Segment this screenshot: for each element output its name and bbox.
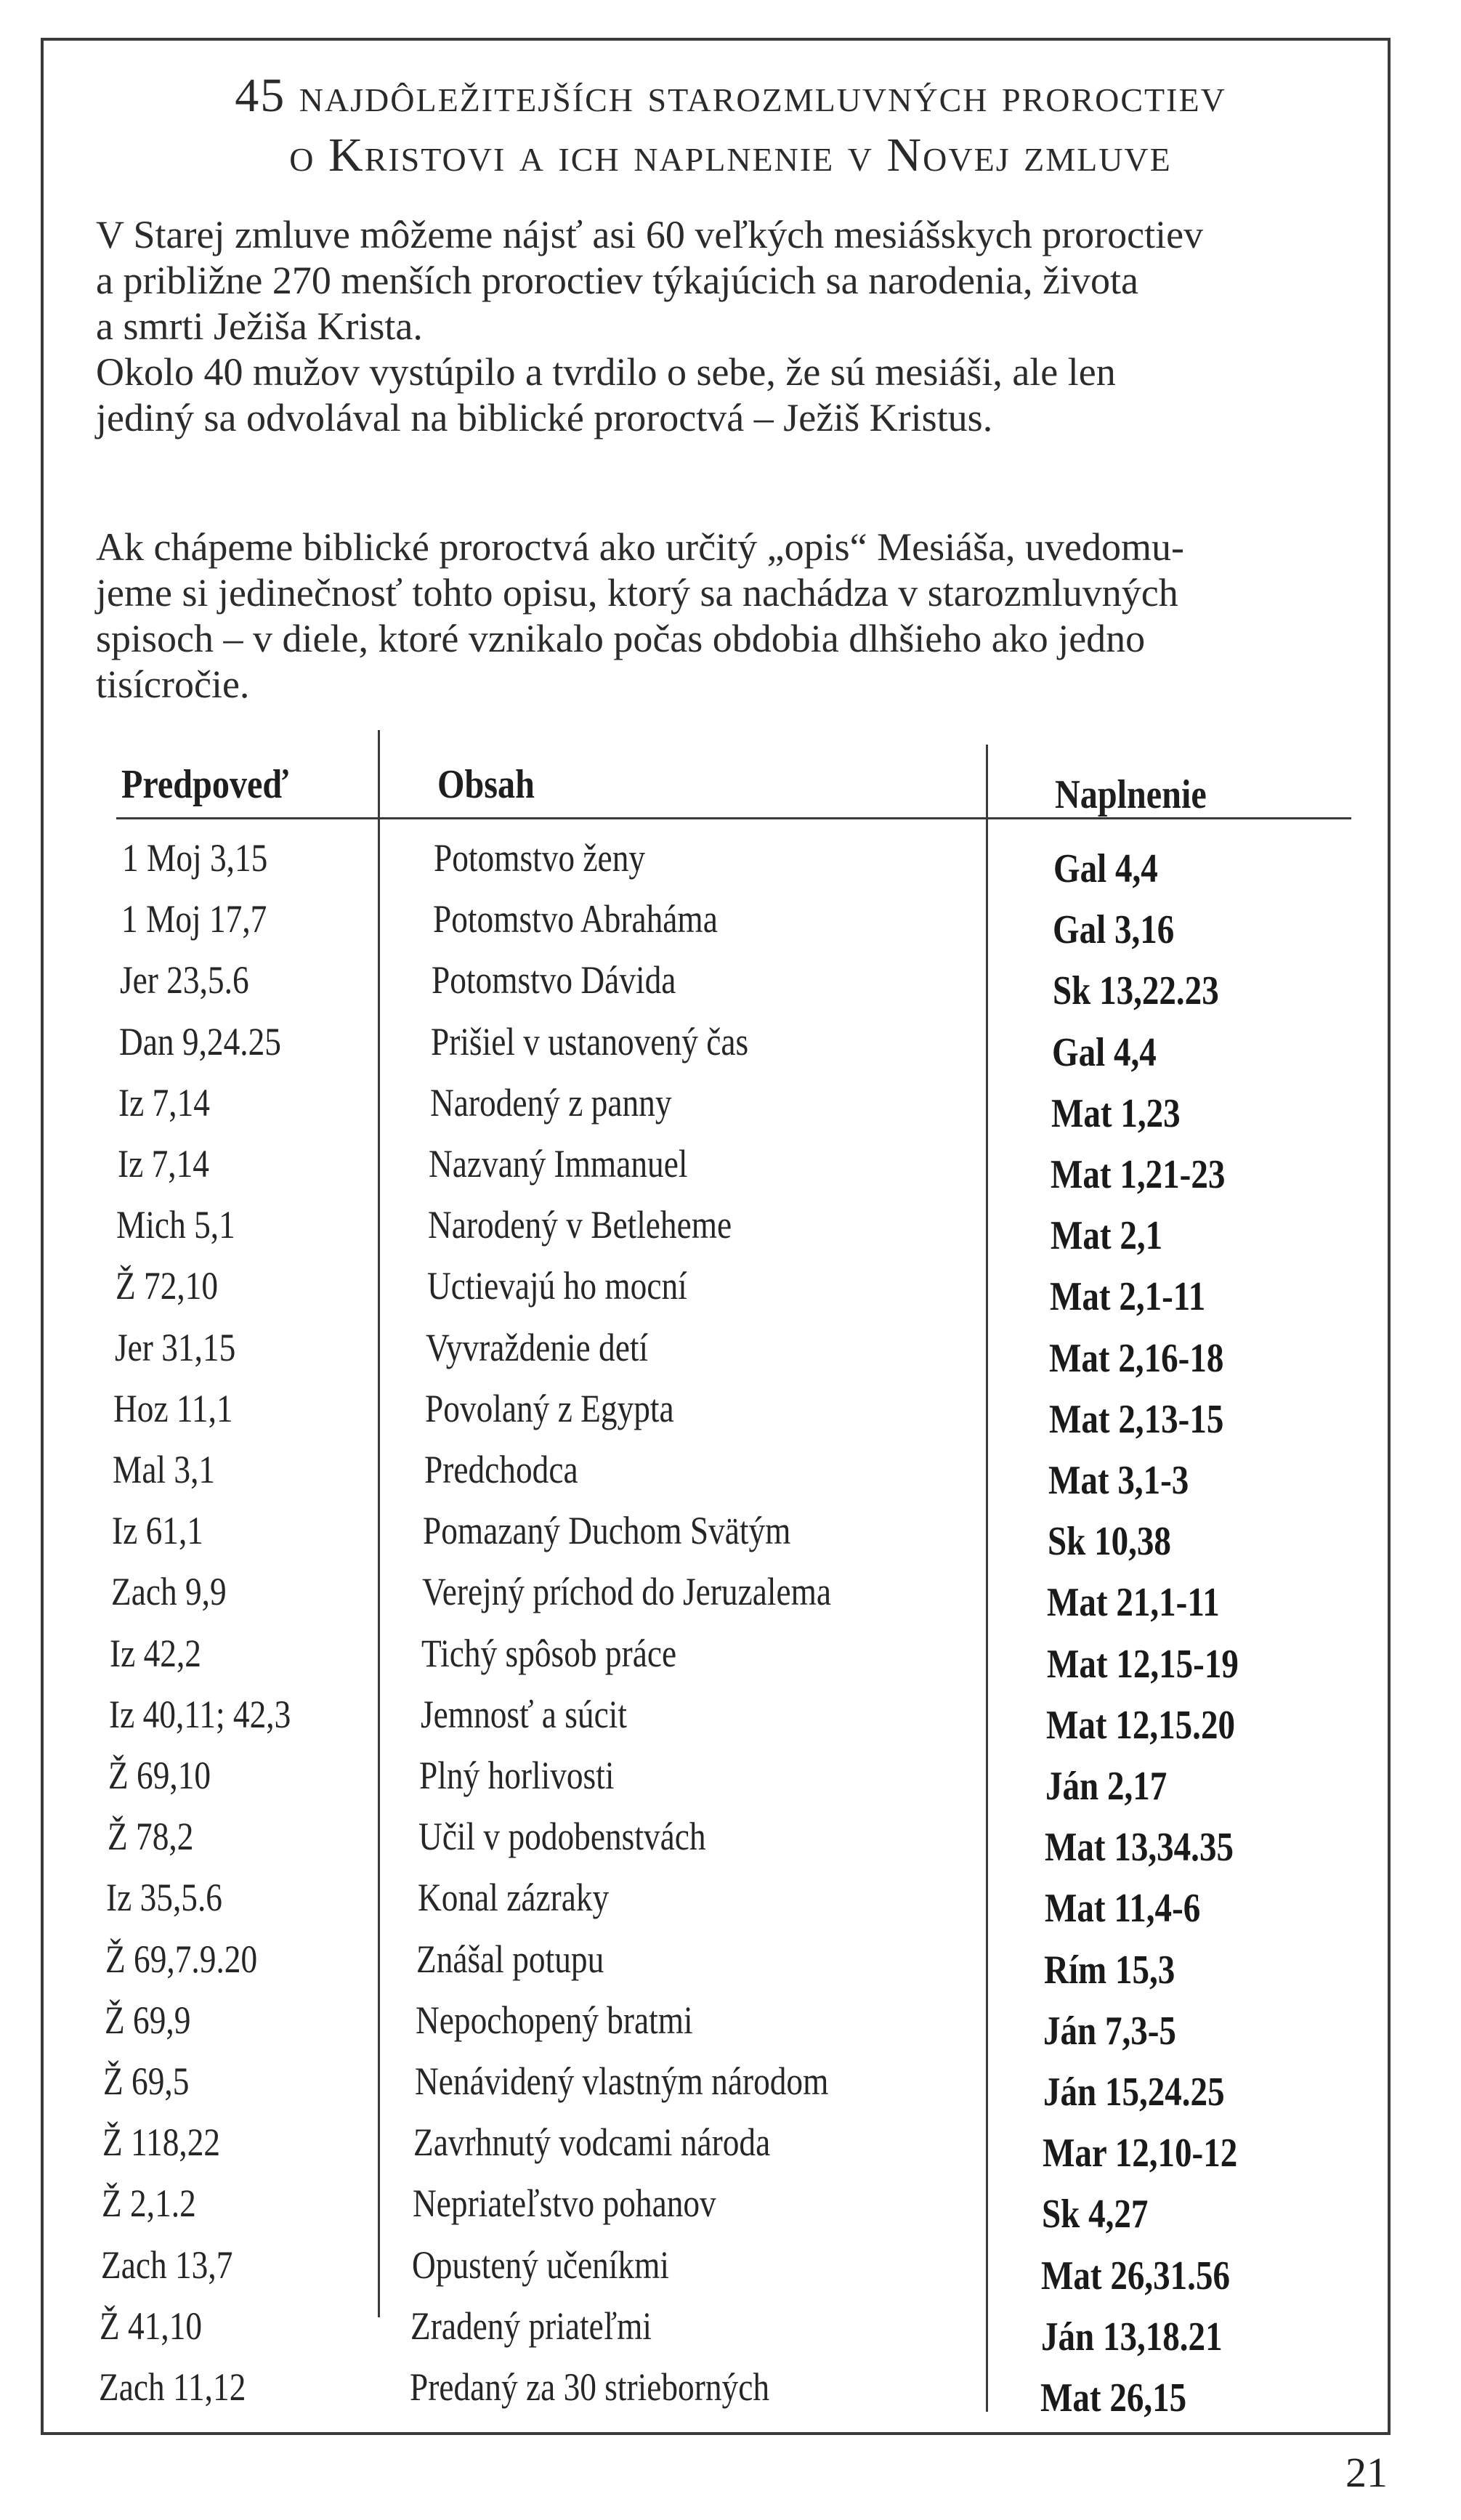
- content-cell: Zradený priateľmi: [410, 2304, 652, 2348]
- fulfillment-cell: Mat 3,1-3: [1048, 1458, 1189, 1503]
- prediction-cell: Ž 69,9: [104, 1998, 191, 2042]
- content-cell: Povolaný z Egypta: [425, 1386, 674, 1430]
- content-cell: Opustený učeníkmi: [411, 2243, 669, 2287]
- fulfillment-cell: Ján 2,17: [1045, 1764, 1167, 1809]
- content-cell: Učil v podobenstvách: [418, 1815, 706, 1859]
- fulfillment-cell: Ján 7,3-5: [1043, 2008, 1177, 2054]
- prediction-cell: Ž 118,22: [102, 2120, 221, 2165]
- content-cell: Nazvaný Immanuel: [429, 1142, 688, 1186]
- intro-line: a smrti Ježiša Krista.: [96, 304, 423, 348]
- content-cell: Vyvraždenie detí: [426, 1325, 649, 1369]
- prediction-cell: Jer 23,5.6: [120, 958, 250, 1002]
- content-cell: Potomstvo ženy: [434, 836, 646, 880]
- intro-line: V Starej zmluve môžeme nájsť asi 60 veľkých mesiášskych proroctiev: [96, 213, 1204, 256]
- prediction-cell: Iz 42,2: [110, 1631, 202, 1675]
- content-cell: Narodený v Betleheme: [428, 1203, 732, 1247]
- fulfillment-cell: Gal 4,4: [1053, 846, 1158, 891]
- prediction-cell: Mich 5,1: [116, 1203, 236, 1247]
- fulfillment-cell: Mar 12,10-12: [1042, 2131, 1238, 2176]
- prediction-cell: Mal 3,1: [113, 1448, 216, 1491]
- prediction-cell: 1 Moj 3,15: [122, 836, 268, 880]
- intro-paragraph-1: [96, 212, 1375, 441]
- column-divider-right: [986, 745, 988, 2412]
- content-cell: Znášal potupu: [416, 1937, 604, 1981]
- intro-line: tisícročie.: [96, 663, 250, 706]
- content-cell: Potomstvo Dávida: [432, 958, 676, 1002]
- content-cell: Pomazaný Duchom Svätým: [423, 1509, 791, 1553]
- prediction-cell: Dan 9,24.25: [119, 1019, 282, 1063]
- content-cell: Potomstvo Abraháma: [432, 897, 718, 941]
- intro-paragraph-2: [96, 524, 1375, 708]
- fulfillment-cell: Mat 13,34.35: [1045, 1825, 1234, 1871]
- content-cell: Predchodca: [424, 1448, 578, 1491]
- prediction-cell: Iz 61,1: [111, 1509, 203, 1553]
- prediction-cell: Ž 72,10: [116, 1264, 219, 1308]
- fulfillment-cell: Ján 15,24.25: [1043, 2070, 1225, 2115]
- content-cell: Nenávidený vlastným národom: [414, 2059, 828, 2103]
- prediction-cell: Ž 41,10: [100, 2304, 203, 2348]
- prediction-cell: Iz 7,14: [117, 1142, 209, 1186]
- fulfillment-cell: Mat 1,23: [1051, 1090, 1181, 1136]
- intro-line: a približne 270 menších proroctiev týkajúcich sa narodenia, života: [96, 259, 1138, 302]
- content-cell: Uctievajú ho mocní: [426, 1264, 687, 1308]
- fulfillment-cell: Mat 1,21-23: [1051, 1152, 1226, 1197]
- content-cell: Plný horlivosti: [419, 1754, 615, 1797]
- prediction-cell: Zach 13,7: [100, 2243, 232, 2287]
- prediction-cell: Ž 69,10: [108, 1754, 211, 1797]
- intro-line: jeme si jedinečnosť tohto opisu, ktorý sa nachádza v starozmluvných: [96, 571, 1178, 615]
- intro-line: Ak chápeme biblické proroctvá ako určitý „opis“ Mesiáša, uvedomu-: [96, 525, 1184, 569]
- prediction-cell: Iz 35,5.6: [106, 1876, 223, 1920]
- content-cell: Narodený z panny: [429, 1080, 672, 1125]
- heading-line-2: o Kristovi a ich naplnenie v Novej zmluve: [289, 129, 1172, 182]
- fulfillment-cell: Sk 4,27: [1042, 2192, 1149, 2237]
- column-header-fulfillment: Naplnenie: [1055, 772, 1207, 817]
- column-divider-left: [378, 730, 380, 2317]
- content-cell: Zavrhnutý vodcami národa: [413, 2120, 771, 2165]
- intro-line: jediný sa odvolával na biblické proroctvá – Ježiš Kristus.: [96, 396, 993, 439]
- content-cell: Prišiel v ustanovený čas: [431, 1019, 749, 1063]
- intro-line: spisoch – v diele, ktoré vznikalo počas obdobia dlhšieho ako jedno: [96, 617, 1146, 660]
- prediction-cell: Ž 69,7.9.20: [105, 1937, 258, 1981]
- content-cell: Predaný za 30 strieborných: [410, 2365, 770, 2409]
- prediction-cell: Ž 2,1.2: [101, 2181, 196, 2226]
- prediction-cell: Ž 78,2: [107, 1815, 193, 1859]
- prediction-cell: Ž 69,5: [103, 2059, 190, 2103]
- content-cell: Tichý spôsob práce: [421, 1631, 676, 1675]
- fulfillment-cell: Ján 13,18.21: [1040, 2314, 1223, 2359]
- content-cell: Nepochopený bratmi: [415, 1998, 693, 2042]
- prediction-cell: 1 Moj 17,7: [121, 897, 267, 941]
- fulfillment-cell: Mat 26,15: [1040, 2375, 1187, 2420]
- fulfillment-cell: Mat 12,15-19: [1046, 1641, 1239, 1687]
- page-number: 21: [1345, 2449, 1388, 2496]
- content-cell: Verejný príchod do Jeruzalema: [422, 1570, 832, 1614]
- column-header-content: Obsah: [437, 762, 535, 807]
- content-cell: Jemnosť a súcit: [420, 1692, 627, 1736]
- prediction-cell: Iz 7,14: [118, 1080, 210, 1125]
- prediction-cell: Iz 40,11; 42,3: [109, 1692, 291, 1736]
- content-cell: Konal zázraky: [417, 1876, 609, 1920]
- fulfillment-cell: Mat 2,1-11: [1049, 1274, 1206, 1320]
- fulfillment-cell: Gal 3,16: [1053, 907, 1175, 953]
- fulfillment-cell: Mat 2,16-18: [1049, 1335, 1224, 1381]
- prediction-cell: Zach 11,12: [99, 2365, 246, 2409]
- fulfillment-cell: Mat 12,15.20: [1045, 1702, 1235, 1748]
- fulfillment-cell: Mat 26,31.56: [1041, 2253, 1231, 2298]
- fulfillment-cell: Mat 2,13-15: [1048, 1396, 1223, 1442]
- fulfillment-cell: Mat 2,1: [1050, 1213, 1162, 1259]
- content-cell: Nepriateľstvo pohanov: [412, 2181, 716, 2226]
- intro-line: Okolo 40 mužov vystúpilo a tvrdilo o sebe, že sú mesiáši, ale len: [96, 350, 1116, 394]
- fulfillment-cell: Mat 11,4-6: [1044, 1886, 1201, 1932]
- fulfillment-cell: Gal 4,4: [1051, 1029, 1157, 1075]
- fulfillment-cell: Sk 13,22.23: [1052, 968, 1219, 1014]
- fulfillment-cell: Sk 10,38: [1048, 1519, 1172, 1565]
- fulfillment-cell: Mat 21,1-11: [1047, 1580, 1221, 1626]
- column-header-prediction: Predpoveď: [121, 762, 288, 807]
- prediction-cell: Hoz 11,1: [113, 1386, 234, 1430]
- fulfillment-cell: Rím 15,3: [1044, 1947, 1175, 1993]
- prediction-cell: Jer 31,15: [114, 1325, 236, 1369]
- heading-line-1: 45 najdôležitejších starozmluvných proroctiev: [235, 69, 1226, 122]
- prediction-cell: Zach 9,9: [110, 1570, 227, 1614]
